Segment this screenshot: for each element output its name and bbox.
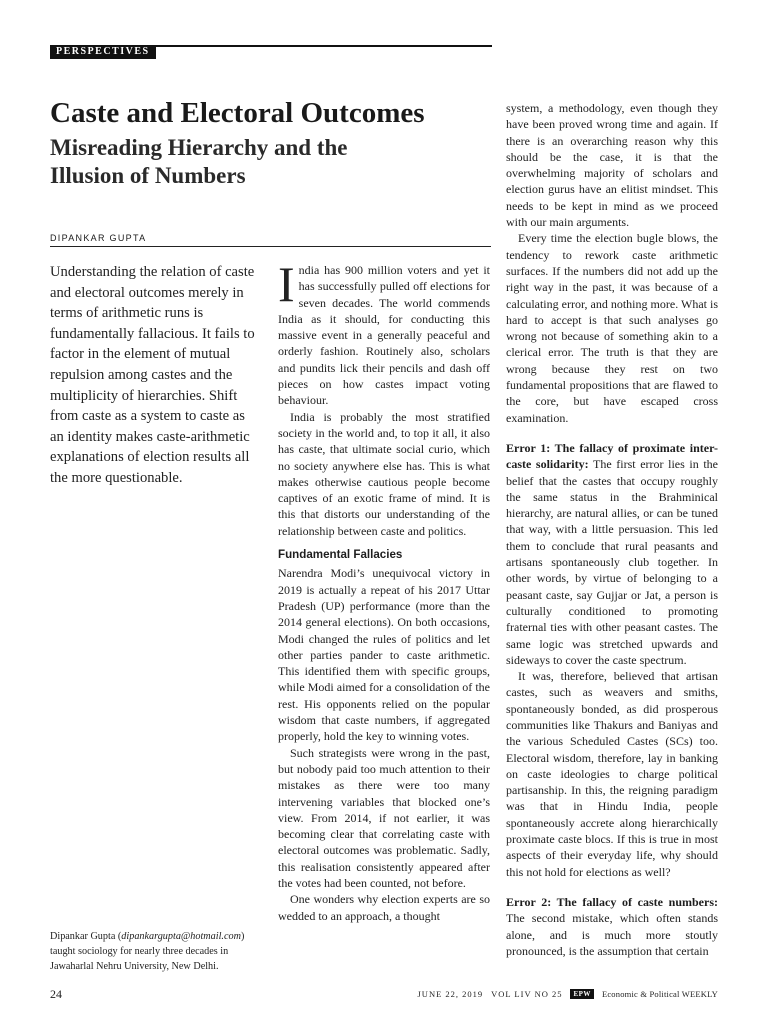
bio-rest: ) taught sociology for nearly three decades in Jawaharlal Nehru University, New Delhi. bbox=[50, 931, 245, 972]
error-1-text: The first error lies in the belief that the castes that occupy roughly the same status in the Brahminical hierarchy, are natural allies, or can be tuned that way, with a little persuasion. This led them to conclude that rural peasants and artisans spontaneously club together. In other words, by virtue of belonging to a peasant caste, say Gujjar or Jat, a person is culturally conditioned to promoting fraternal ties with other peasant castes. The same logic was stretched upwards and sideways to cover the caste spectrum. bbox=[506, 457, 718, 667]
journal-name: Economic & Political WEEKLY bbox=[601, 989, 718, 999]
drop-cap: I bbox=[278, 256, 295, 312]
paragraph-1 bbox=[278, 256, 490, 409]
error-2-paragraph bbox=[506, 894, 718, 959]
author-name: DIPANKAR GUPTA bbox=[50, 233, 147, 243]
error-2-text: The second mistake, which often stands alone, and is much more stoutly pronounced, is the assumption that certain bbox=[506, 911, 718, 958]
body-column-right bbox=[506, 100, 718, 959]
abstract: Understanding the relation of caste and electoral outcomes merely in terms of arithmetic runs is fundamentally fallacious. It fails to factor in the element of mutual repulsion among castes and the multiplicity of hierarchies. Shift from caste as a system to caste as an identity makes caste-arithmetic explanations of election results all the more questionable. bbox=[50, 264, 255, 486]
article-subtitle: Misreading Hierarchy and the Illusion of Numbers bbox=[50, 135, 348, 188]
author-email[interactable]: dipankargupta@hotmail.com bbox=[121, 931, 241, 942]
paragraph-6: system, a methodology, even though they have been proved wrong time and again. If there is an overarching reason why this should be the case, it is that the overwhelming majority of scholars and election gurus have an elitist mindset. This needs to be kept in mind as we proceed with our main arguments. bbox=[506, 101, 718, 230]
article-title: Caste and Electoral Outcomes bbox=[50, 97, 425, 129]
paragraph-1-text: ndia has 900 million voters and yet it has successfully pulled off elections for seven decades. The world commends India as it should, for conducting this massive event in a generally peaceful and orderly fashion. Routinely also, scholars and pundits lick their pencils and dash off pieces on how castes impact voting behaviour. bbox=[278, 263, 490, 408]
error-1-paragraph bbox=[506, 440, 718, 668]
body-column-middle bbox=[278, 256, 490, 924]
issue-date: JUNE 22, 2019 bbox=[417, 989, 484, 999]
footer-info bbox=[418, 987, 719, 1001]
section-heading-fundamental-fallacies: Fundamental Fallacies bbox=[278, 548, 403, 562]
paragraph-2: India is probably the most stratified society in the world and, to top it all, it also has caste, that ultimate social curio, which no society anywhere else has. This is what makes otherwise cautious people become captives of an exotic frame of mind. It is this that distorts our understanding of the relationship between caste and politics. bbox=[278, 409, 490, 538]
author-bio bbox=[50, 929, 265, 974]
paragraph-5: One wonders why election experts are so wedded to an approach, a thought bbox=[278, 892, 490, 923]
section-label: PERSPECTIVES bbox=[50, 45, 156, 59]
paragraph-8: It was, therefore, believed that artisan castes, such as weavers and smiths, spontaneously bonded, as did prosperous communities like Thakurs and Baniyas and the various Scheduled Castes (SCs) too. Electoral wisdom, therefore, lay in banking on caste ideologies to charge political partisanship. In this, the reigning paradigm was that in Hindu India, people spontaneously accrete along hierarchically proximate caste blocs. If this is true in most aspects of their everyday life, why should this not hold for elections as well? bbox=[506, 669, 718, 879]
paragraph-4: Such strategists were wrong in the past, but nobody paid too much attention to their mistakes as there were too many intervening variables that blocked one’s view. From 2014, if not earlier, it was becoming clear that correlating caste with electoral outcomes was problematic. Sadly, this realisation consistently appeared after the votes had been counted, not before. bbox=[278, 745, 490, 890]
page-number: 24 bbox=[50, 987, 62, 1001]
paragraph-7: Every time the election bugle blows, the tendency to rework caste arithmetic surfaces. If the numbers did not add up the right way in the past, it was because of a calculating error, and nothing more. What is hard to accept is that such analyses go wrong not because of something akin to a clerical error. The truth is that they are wrong because they rest on two fundamental propositions that are flawed to the core, but have escaped cross examination. bbox=[506, 231, 718, 425]
paragraph-3: Narendra Modi’s unequivocal victory in 2019 is actually a repeat of his 2017 Uttar Pradesh (UP) performance (more than the 2014 general elections). On both occasions, Modi changed the rules of politics and let other parties pander to caste arithmetic. This identified them with specific groups, while Modi aimed for a consolidation of the rest. His opponents relied on the popular wisdom that caste numbers, if aggregated properly, hold the key to winning votes. bbox=[278, 566, 490, 744]
error-1-heading: Error 1: The fallacy of proximate inter-caste solidarity: bbox=[506, 440, 718, 472]
error-2-heading: Error 2: The fallacy of caste numbers: bbox=[506, 894, 718, 909]
author-rule bbox=[50, 246, 491, 247]
bio-name: Dipankar Gupta ( bbox=[50, 931, 122, 942]
volume-number: VOL LIV NO 25 bbox=[491, 989, 563, 999]
epw-logo: EPW bbox=[570, 989, 593, 999]
